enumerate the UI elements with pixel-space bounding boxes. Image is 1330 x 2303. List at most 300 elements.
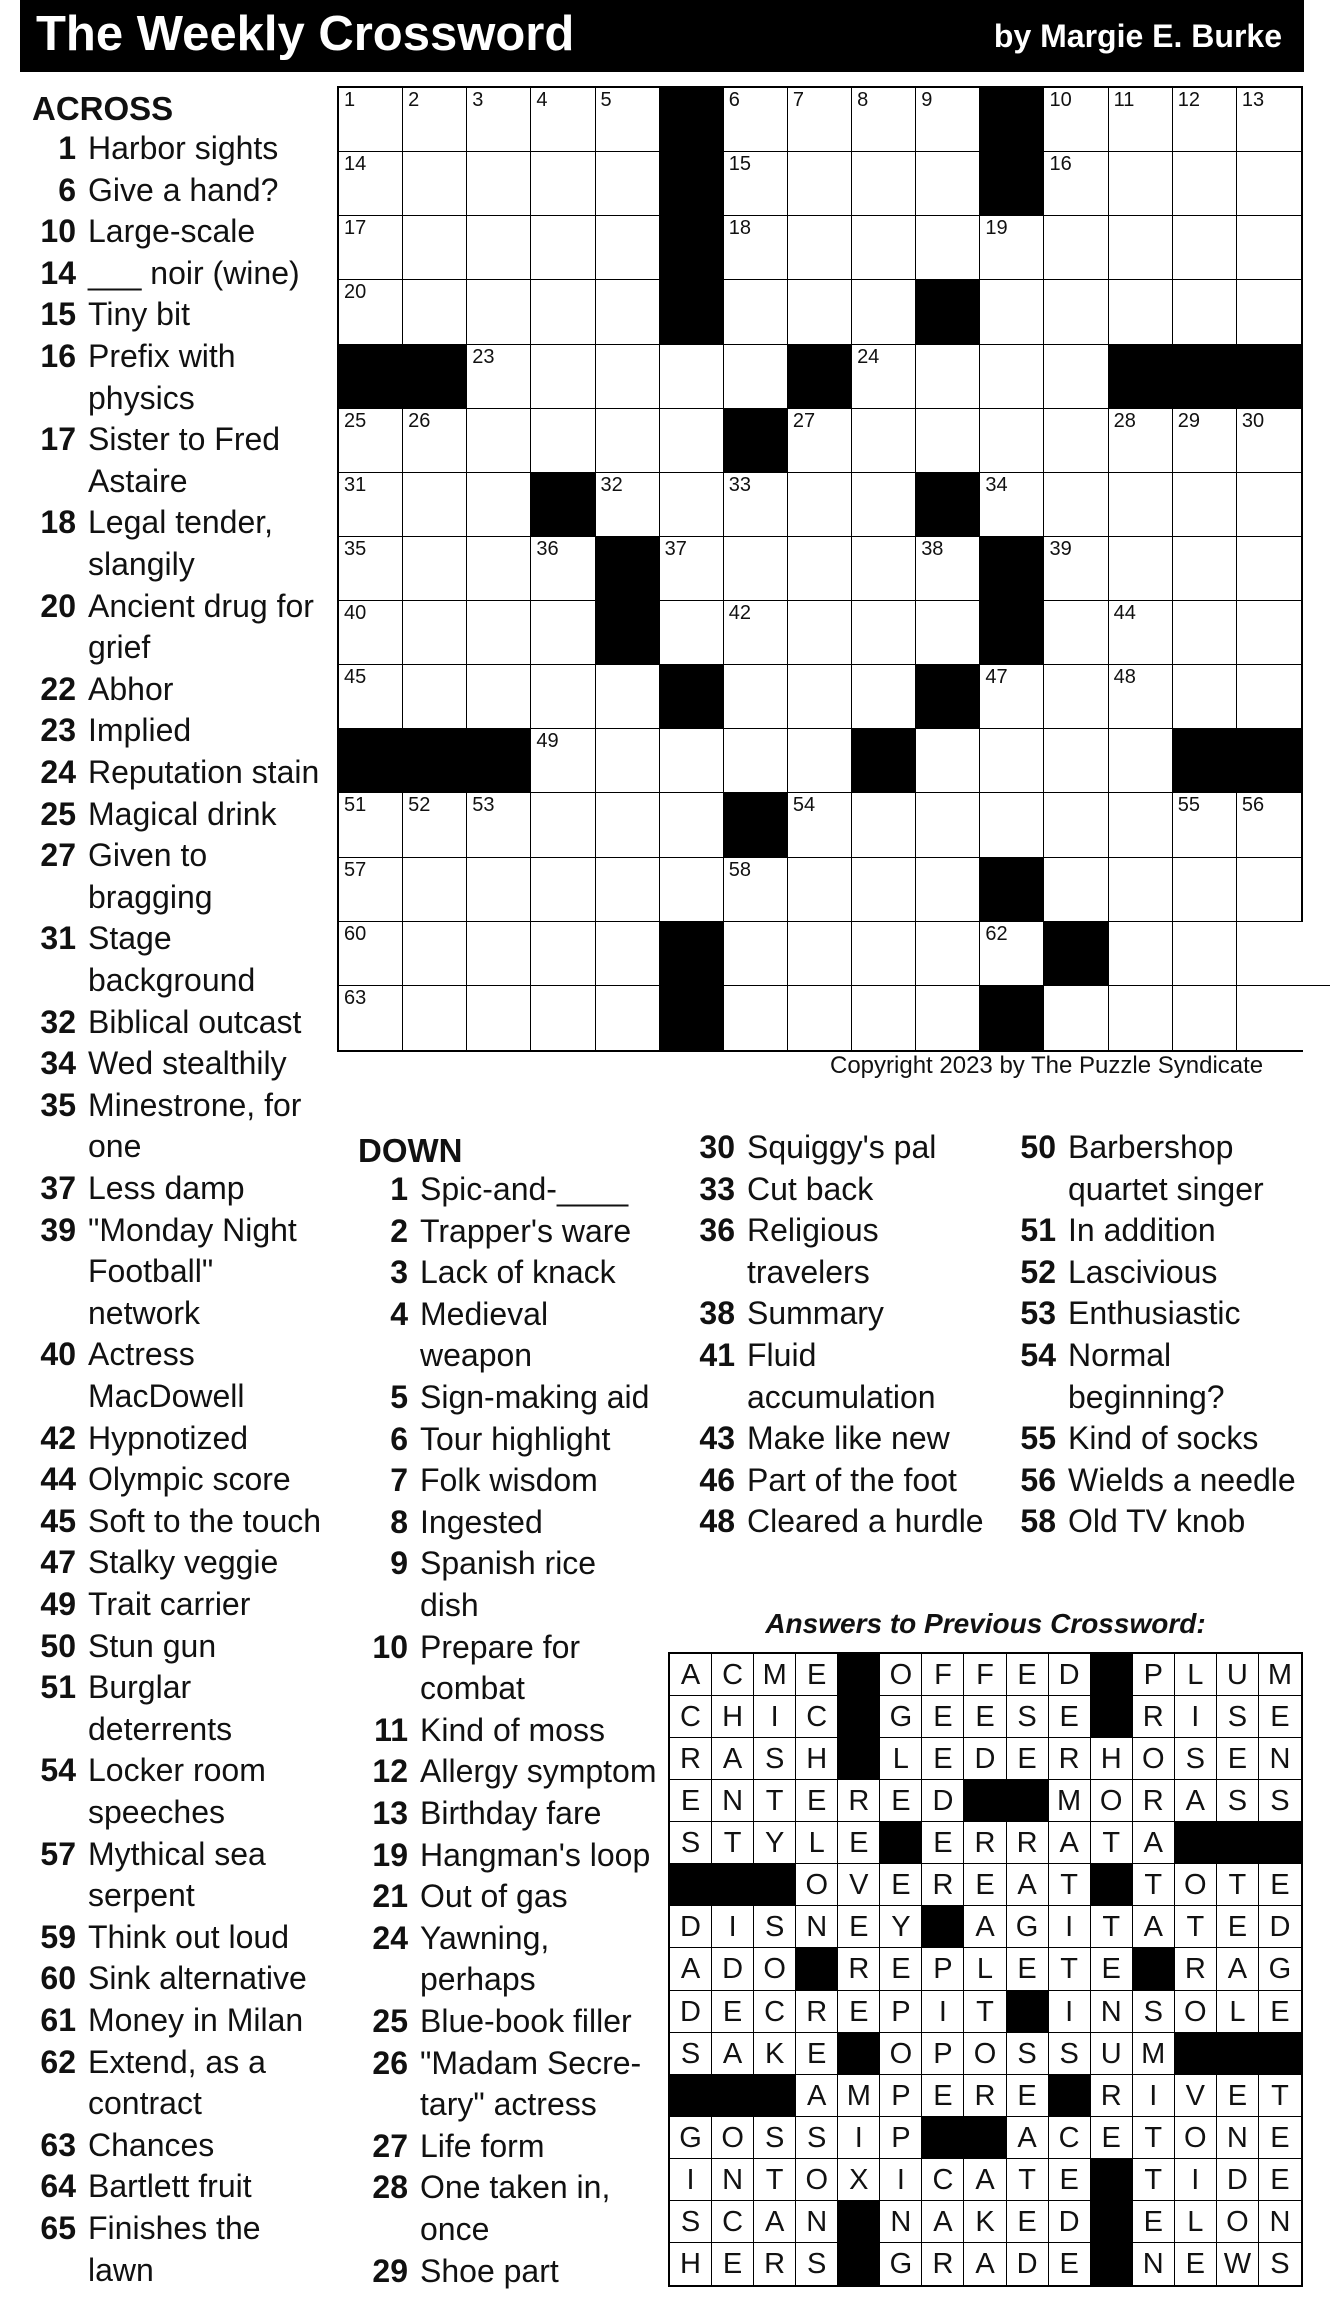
answer-cell <box>712 2117 754 2159</box>
answer-cell <box>796 2159 838 2201</box>
black-square <box>1259 2033 1301 2075</box>
black-square <box>712 2075 754 2117</box>
cell-number: 51 <box>344 794 367 817</box>
clue-number: 6 <box>390 1420 408 1457</box>
grid-cell <box>1237 665 1301 729</box>
answer-letter: S <box>764 1911 785 1944</box>
black-square <box>403 345 467 409</box>
grid-cell <box>980 665 1044 729</box>
grid-cell <box>788 280 852 344</box>
answer-cell <box>712 1906 754 1948</box>
cell-number: 10 <box>1049 89 1072 111</box>
answer-cell <box>796 1906 838 1948</box>
answer-letter: P <box>891 2121 911 2154</box>
answer-cell <box>754 2159 796 2201</box>
answer-cell <box>1259 2159 1301 2201</box>
answer-cell <box>1175 1654 1217 1696</box>
grid-cell <box>1173 537 1237 601</box>
grid-cell <box>1044 729 1108 793</box>
grid-cell <box>660 473 724 537</box>
answer-letter: M <box>762 1659 787 1691</box>
clue-text: Fluid <box>747 1337 817 1373</box>
grid-cell <box>980 345 1044 409</box>
answer-letter: M <box>1057 1785 1082 1818</box>
cell-number: 30 <box>1241 409 1265 432</box>
answer-letter: N <box>722 1785 744 1818</box>
answer-letter: T <box>1018 2163 1036 2196</box>
answer-cell <box>964 1738 1006 1780</box>
answer-letter: H <box>680 2247 701 2280</box>
clue-number: 25 <box>372 2003 408 2039</box>
answer-letter: E <box>1017 2079 1037 2112</box>
clue-across-1 <box>24 128 344 170</box>
clue-text: once <box>420 2210 490 2247</box>
clue-text: Stalky veggie <box>88 1544 279 1581</box>
grid-cell <box>403 858 467 922</box>
cell-number: 35 <box>344 537 367 560</box>
answer-letter: R <box>974 2079 996 2112</box>
answer-cell <box>1217 1780 1259 1822</box>
answer-cell <box>712 2033 754 2075</box>
cell-number: 49 <box>536 730 559 753</box>
answer-cell <box>754 1654 796 1696</box>
answer-letter: I <box>728 1911 737 1944</box>
clue-number: 20 <box>40 587 76 624</box>
black-square <box>922 2117 964 2159</box>
clue-down_col3-51 <box>1004 1210 1324 1252</box>
answer-letter: I <box>1065 1995 1074 2028</box>
clue-number: 8 <box>390 1503 408 1540</box>
clue-text: Prepare for <box>420 1628 581 1665</box>
black-square <box>964 1780 1006 1822</box>
answer-cell <box>1049 2243 1091 2285</box>
grid-cell <box>788 986 852 1050</box>
answer-letter: L <box>976 1953 994 1986</box>
answer-cell <box>1049 2159 1091 2201</box>
grid-cell <box>1109 665 1173 729</box>
grid-cell <box>467 793 531 857</box>
black-square <box>916 280 980 344</box>
clue-text: Shoe part <box>420 2252 559 2289</box>
black-square <box>712 1864 754 1906</box>
answer-cell <box>796 2243 838 2285</box>
answer-cell <box>964 1991 1006 2033</box>
answer-cell <box>964 2033 1006 2075</box>
black-square <box>980 858 1044 922</box>
grid-cell <box>980 922 1044 986</box>
cell-number: 48 <box>1113 666 1136 689</box>
grid-cell <box>531 88 595 152</box>
clue-across-40 <box>24 1334 344 1417</box>
black-square <box>1091 1864 1133 1906</box>
answer-letter: A <box>722 2037 743 2070</box>
cell-number: 1 <box>344 89 356 111</box>
clue-down_col1-2 <box>356 1211 676 1253</box>
answer-cell <box>796 2033 838 2075</box>
answer-letter: E <box>1270 1701 1290 1734</box>
clue-number: 45 <box>40 1502 76 1539</box>
answer-cell <box>1049 1696 1091 1738</box>
grid-cell <box>467 216 531 280</box>
black-square <box>754 2075 796 2117</box>
clue-across-44 <box>24 1459 344 1501</box>
answer-cell <box>1175 2117 1217 2159</box>
grid-cell <box>467 345 531 409</box>
across-heading: ACROSS <box>32 90 174 127</box>
answer-letter: E <box>1270 1869 1290 1902</box>
grid-cell <box>980 409 1044 473</box>
grid-cell <box>339 409 403 473</box>
cell-number: 34 <box>985 473 1008 496</box>
clue-number: 22 <box>40 670 76 707</box>
answer-letter: N <box>1226 2121 1248 2154</box>
answer-letter: I <box>1191 1701 1200 1734</box>
answer-cell <box>1091 2117 1133 2159</box>
black-square <box>670 1864 712 1906</box>
black-square <box>1091 2243 1133 2285</box>
clue-down_col1-11 <box>356 1710 676 1752</box>
clue-text: Lack of knack <box>420 1254 616 1291</box>
grid-cell <box>788 409 852 473</box>
answer-cell <box>1175 2243 1217 2285</box>
black-square <box>1237 729 1301 793</box>
clue-across-50 <box>24 1626 344 1668</box>
answer-cell <box>712 1948 754 1990</box>
clue-number: 33 <box>699 1170 735 1207</box>
black-square <box>852 729 916 793</box>
answer-cell <box>1091 2033 1133 2075</box>
grid-cell <box>596 280 660 344</box>
answer-cell <box>922 1948 964 1990</box>
clue-text: slangily <box>88 545 195 582</box>
grid-cell <box>1044 537 1108 601</box>
clue-down_col1-28 <box>356 2167 676 2250</box>
answer-cell <box>1133 2075 1175 2117</box>
cell-number: 45 <box>344 666 367 689</box>
grid-cell <box>339 473 403 537</box>
grid-cell <box>1237 216 1301 280</box>
answer-letter: A <box>975 2163 995 2196</box>
grid-cell <box>596 152 660 216</box>
answer-letter: E <box>1227 1911 1248 1944</box>
grid-cell <box>852 409 916 473</box>
answer-cell <box>670 2201 712 2243</box>
answer-cell <box>670 2033 712 2075</box>
grid-cell <box>980 473 1044 537</box>
cell-number: 26 <box>408 409 431 432</box>
grid-cell <box>531 345 595 409</box>
clue-across-27 <box>24 835 344 918</box>
answer-cell <box>1049 2117 1091 2159</box>
answer-cell <box>1007 1654 1049 1696</box>
clue-number: 10 <box>40 213 76 250</box>
answer-cell <box>1175 1696 1217 1738</box>
answer-letter: I <box>854 2121 863 2154</box>
grid-cell <box>724 473 788 537</box>
answer-cell <box>880 2243 922 2285</box>
answer-letter: O <box>721 2121 744 2154</box>
clue-across-34 <box>24 1043 344 1085</box>
clue-text: One taken in, <box>420 2169 611 2206</box>
grid-cell <box>1173 793 1237 857</box>
answer-cell <box>670 1948 712 1990</box>
answer-cell <box>712 2201 754 2243</box>
answer-letter: R <box>1100 2079 1122 2112</box>
clue-down_col1-8 <box>356 1502 676 1544</box>
clue-text: lawn <box>88 2251 154 2288</box>
grid-cell <box>1044 152 1108 216</box>
answer-cell <box>754 1906 796 1948</box>
answer-cell <box>880 1991 922 2033</box>
answer-cell <box>1217 1654 1259 1696</box>
answer-cell <box>838 2117 880 2159</box>
answer-letter: E <box>1059 1701 1079 1734</box>
answer-letter: F <box>976 1659 994 1691</box>
answer-cell <box>1049 1906 1091 1948</box>
grid-cell <box>1173 665 1237 729</box>
answer-letter: E <box>722 1995 743 2028</box>
answer-cell <box>964 1906 1006 1948</box>
answer-cell <box>1217 1948 1259 1990</box>
answer-letter: D <box>1058 1659 1080 1691</box>
grid-cell <box>852 152 916 216</box>
grid-cell <box>1237 793 1301 857</box>
answer-cell <box>1175 2075 1217 2117</box>
answer-cell <box>1049 1948 1091 1990</box>
black-square <box>980 152 1044 216</box>
cell-number: 63 <box>344 986 367 1009</box>
answer-cell <box>1133 2201 1175 2243</box>
grid-cell <box>1173 473 1237 537</box>
clue-number: 50 <box>1020 1129 1056 1165</box>
answer-letter: S <box>1017 1701 1037 1734</box>
black-square <box>467 729 531 793</box>
answer-letter: P <box>891 2079 911 2112</box>
grid-cell <box>1044 858 1108 922</box>
clue-text: "Madam Secre- <box>420 2044 642 2081</box>
answer-cell <box>754 2201 796 2243</box>
grid-cell <box>339 793 403 857</box>
answer-letter: R <box>1058 1743 1080 1776</box>
copyright: Copyright 2023 by The Puzzle Syndicate <box>830 1052 1264 1079</box>
cell-number: 17 <box>344 217 367 240</box>
grid-cell <box>467 473 531 537</box>
grid-cell <box>916 729 980 793</box>
answer-cell <box>838 1948 880 1990</box>
answer-cell <box>1007 2075 1049 2117</box>
answer-letter: R <box>764 2247 786 2280</box>
grid-cell <box>1301 986 1330 1050</box>
grid-cell <box>724 922 788 986</box>
black-square <box>1175 2033 1217 2075</box>
answer-cell <box>1259 1696 1301 1738</box>
grid-cell <box>788 858 852 922</box>
cell-number: 25 <box>344 409 367 432</box>
grid-cell <box>1173 858 1237 922</box>
clue-number: 2 <box>390 1212 408 1249</box>
clue-text: Tour highlight <box>420 1420 611 1457</box>
clue-number: 36 <box>699 1212 735 1249</box>
answer-letter: H <box>806 1743 828 1776</box>
cell-number: 58 <box>728 858 752 881</box>
clue-across-45 <box>24 1501 344 1543</box>
grid-cell <box>1237 858 1301 922</box>
answer-letter: S <box>680 1827 701 1860</box>
clue-text: Ancient drug for <box>88 587 314 624</box>
answer-cell <box>838 1780 880 1822</box>
clue-down_col1-5 <box>356 1377 676 1419</box>
answer-letter: T <box>1144 2121 1163 2154</box>
clue-text: accumulation <box>747 1378 936 1415</box>
answer-cell <box>1049 2033 1091 2075</box>
answer-letter: A <box>1227 1953 1248 1986</box>
clue-down_col1-1 <box>356 1169 676 1211</box>
answer-cell <box>964 1864 1006 1906</box>
clue-down_col3-52 <box>1004 1252 1324 1294</box>
cell-number: 18 <box>728 217 752 240</box>
clue-text: "Monday Night <box>88 1211 297 1248</box>
answer-letter: E <box>1059 2247 1079 2280</box>
clue-across-10 <box>24 211 344 253</box>
answer-letter: G <box>679 2121 702 2154</box>
answer-cell <box>1133 2117 1175 2159</box>
grid-cell <box>596 986 660 1050</box>
answer-letter: R <box>1142 1785 1164 1818</box>
grid-cell <box>1237 473 1301 537</box>
cell-number: 40 <box>344 602 367 625</box>
black-square <box>403 729 467 793</box>
clue-text: Allergy symptom <box>420 1753 657 1790</box>
answer-letter: A <box>722 1743 743 1776</box>
black-square <box>838 1696 880 1738</box>
cell-number: 24 <box>857 345 880 368</box>
black-square <box>880 1822 922 1864</box>
answer-cell <box>1091 1948 1133 1990</box>
answer-letter: E <box>891 1869 911 1902</box>
grid-cell <box>1301 922 1330 986</box>
answer-letter: I <box>1065 1911 1074 1944</box>
clue-text: Lascivious <box>1068 1253 1218 1290</box>
clue-number: 54 <box>1020 1337 1056 1373</box>
answer-letter: C <box>722 2205 744 2238</box>
answer-cell <box>964 2243 1006 2285</box>
grid-cell <box>467 601 531 665</box>
grid-cell <box>852 601 916 665</box>
grid-cell <box>724 88 788 152</box>
clue-down_col2-38 <box>683 1293 1003 1335</box>
answer-letter: T <box>1271 2079 1289 2112</box>
grid-cell <box>1044 345 1108 409</box>
answer-letter: D <box>680 1911 701 1944</box>
clue-down_col1-12 <box>356 1751 676 1793</box>
grid-cell <box>980 793 1044 857</box>
clue-number: 11 <box>374 1711 408 1748</box>
clue-number: 27 <box>372 2127 408 2164</box>
clue-down_col2-41 <box>683 1335 1003 1418</box>
clue-number: 59 <box>40 1918 76 1955</box>
answer-letter: P <box>933 1953 953 1986</box>
answer-letter: A <box>1017 2121 1037 2154</box>
clue-down_col3-50 <box>1004 1127 1324 1210</box>
answer-letter: G <box>1015 1911 1039 1944</box>
answer-letter: D <box>932 1785 954 1818</box>
grid-cell <box>339 152 403 216</box>
clue-text: Sign-making aid <box>420 1379 650 1415</box>
answer-letter: T <box>1102 1911 1121 1944</box>
clue-text: Legal tender, <box>88 504 274 541</box>
grid-cell <box>467 537 531 601</box>
answer-cell <box>1259 1780 1301 1822</box>
grid-cell <box>1237 601 1301 665</box>
clue-number: 27 <box>40 837 76 874</box>
byline: by Margie E. Burke <box>993 18 1282 54</box>
clue-text: Cleared a hurdle <box>747 1503 984 1540</box>
clue-number: 15 <box>40 296 76 333</box>
answer-letter: L <box>1187 1659 1204 1691</box>
answer-cell <box>880 2117 922 2159</box>
clue-across-51 <box>24 1667 344 1750</box>
clue-number: 43 <box>699 1420 735 1457</box>
grid-cell <box>531 601 595 665</box>
answer-letter: R <box>680 1743 701 1776</box>
answer-letter: E <box>1101 2121 1121 2154</box>
answer-cell <box>1217 1864 1259 1906</box>
black-square <box>660 216 724 280</box>
clue-text: Squiggy's pal <box>747 1129 937 1165</box>
answer-letter: G <box>1268 1953 1292 1986</box>
answer-letter: O <box>805 2163 828 2196</box>
answer-cell <box>880 2033 922 2075</box>
black-square <box>660 88 724 152</box>
answer-letter: O <box>1184 1995 1207 2028</box>
clue-number: 28 <box>372 2169 408 2206</box>
clue-text: Soft to the touch <box>88 1502 322 1539</box>
clue-text: Hangman's loop <box>420 1836 651 1873</box>
answer-cell <box>1133 1696 1175 1738</box>
clue-text: Hypnotized <box>88 1419 249 1456</box>
clue-text: contract <box>88 2085 202 2122</box>
answer-cell <box>754 1780 796 1822</box>
answer-letter: V <box>1185 2079 1205 2112</box>
grid-cell <box>596 665 660 729</box>
clue-text: Football" <box>88 1253 214 1290</box>
answer-cell <box>712 2159 754 2201</box>
answer-letter: S <box>1143 1995 1163 2028</box>
answer-letter: S <box>680 2205 701 2238</box>
clue-number: 30 <box>699 1129 735 1165</box>
answer-letter: N <box>1100 1995 1122 2028</box>
grid-cell <box>916 152 980 216</box>
grid-cell <box>339 665 403 729</box>
answer-letter: C <box>764 1995 786 2028</box>
answer-cell <box>1175 2159 1217 2201</box>
answer-cell <box>1007 1948 1049 1990</box>
answer-cell <box>964 1948 1006 1990</box>
clue-number: 64 <box>40 2168 76 2205</box>
answer-letter: S <box>764 1743 785 1776</box>
answer-cell <box>838 2075 880 2117</box>
grid-cell <box>916 986 980 1050</box>
grid-cell <box>403 152 467 216</box>
clue-number: 29 <box>372 2252 408 2289</box>
answer-letter: E <box>1185 2247 1205 2280</box>
grid-cell <box>467 986 531 1050</box>
cell-number: 32 <box>600 473 623 496</box>
answer-letter: E <box>1059 2163 1079 2196</box>
clue-across-24 <box>24 752 344 794</box>
clue-number: 49 <box>40 1586 76 1622</box>
grid-cell <box>1044 216 1108 280</box>
